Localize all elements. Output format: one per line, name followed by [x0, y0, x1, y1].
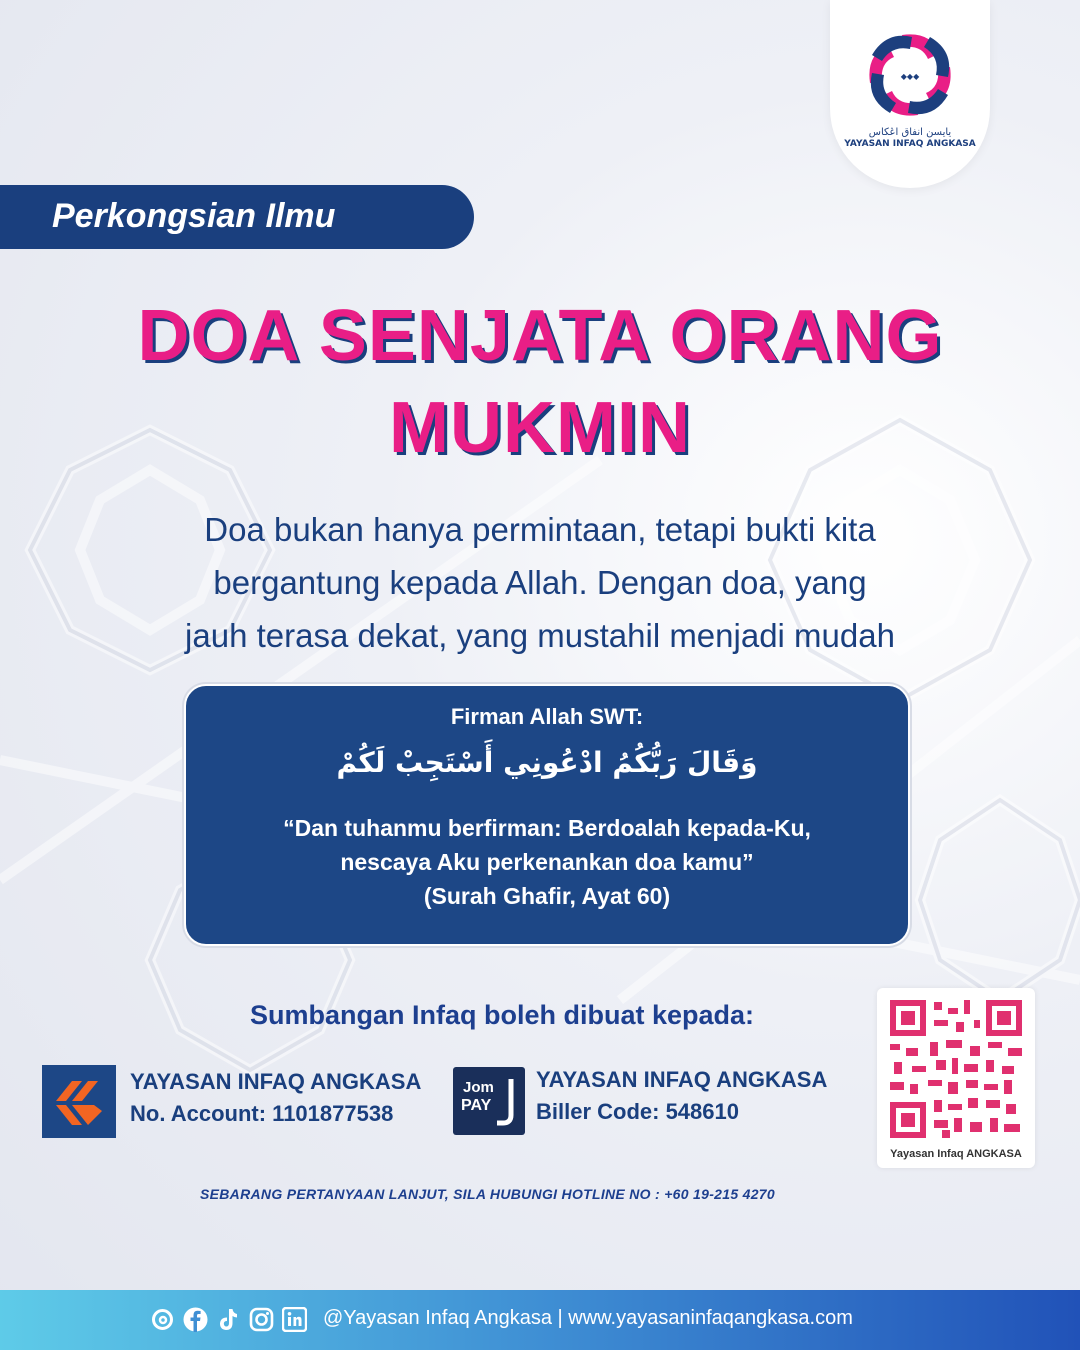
- qr-caption: Yayasan Infaq ANGKASA: [890, 1148, 1022, 1160]
- bank-account-number: No. Account: 1101877538: [130, 1101, 394, 1126]
- logo-name-text: YAYASAN INFAQ ANGKASA: [844, 139, 976, 149]
- footer-bar: [0, 1290, 1080, 1350]
- jompay-biller-code: Biller Code: 548610: [536, 1099, 739, 1124]
- bank-account-name: YAYASAN INFAQ ANGKASA: [130, 1069, 422, 1094]
- quote-line-1: “Dan tuhanmu berfirman: Berdoalah kepada-Ku,: [283, 815, 811, 841]
- instagram-icon[interactable]: [249, 1307, 274, 1332]
- quote-heading: Firman Allah SWT:: [450, 704, 644, 729]
- category-banner: [0, 185, 474, 249]
- svg-text:◆◆◆: ◆◆◆: [900, 72, 920, 81]
- yayasan-logo-icon: [863, 28, 957, 122]
- logo-badge: [830, 0, 990, 188]
- logo-arabic-text: يايسن انفاق اڠكاس: [868, 127, 952, 138]
- donation-heading: Sumbangan Infaq boleh dibuat kepada:: [250, 1000, 755, 1030]
- intro-line-3: jauh terasa dekat, yang mustahil menjadi mudah: [185, 617, 895, 654]
- title-line-1: DOA SENJATA ORANG: [137, 296, 943, 376]
- intro-paragraph: [60, 503, 1020, 662]
- threads-icon[interactable]: [150, 1307, 175, 1332]
- category-label: Perkongsian Ilmu: [52, 197, 336, 235]
- quote-line-2: nescaya Aku perkenankan doa kamu”: [340, 849, 754, 875]
- tiktok-icon[interactable]: [216, 1307, 241, 1332]
- intro-line-2: bergantung kepada Allah. Dengan doa, yang: [213, 564, 867, 601]
- qr-code-card[interactable]: [877, 988, 1035, 1168]
- title-line-2: MUKMIN: [389, 388, 691, 468]
- quran-quote-box: [184, 684, 910, 946]
- intro-line-1: Doa bukan hanya permintaan, tetapi bukti kita: [204, 511, 876, 548]
- bank-logo-icon: [42, 1065, 116, 1138]
- linkedin-icon[interactable]: [282, 1307, 307, 1332]
- quote-source: (Surah Ghafir, Ayat 60): [423, 883, 671, 909]
- qr-code-icon: [890, 1000, 1022, 1138]
- jompay-logo-bottom: PAY: [461, 1097, 492, 1114]
- jompay-name: YAYASAN INFAQ ANGKASA: [536, 1067, 828, 1092]
- quote-translation: [186, 811, 908, 913]
- facebook-icon[interactable]: [183, 1307, 208, 1332]
- page-title: [40, 290, 1040, 474]
- jompay-logo-top: Jom: [463, 1079, 494, 1096]
- hotline-text: SEBARANG PERTANYAAN LANJUT, SILA HUBUNGI HOTLINE NO : +60 19-215 4270: [200, 1186, 775, 1202]
- quote-arabic: وَقَالَ رَبُّكُمُ ادْعُونِي أَسْتَجِبْ لَكُمْ: [336, 746, 758, 779]
- jompay-logo-icon: [453, 1067, 525, 1135]
- footer-social-text: @Yayasan Infaq Angkasa | www.yayasaninfaqangkasa.com: [323, 1307, 853, 1329]
